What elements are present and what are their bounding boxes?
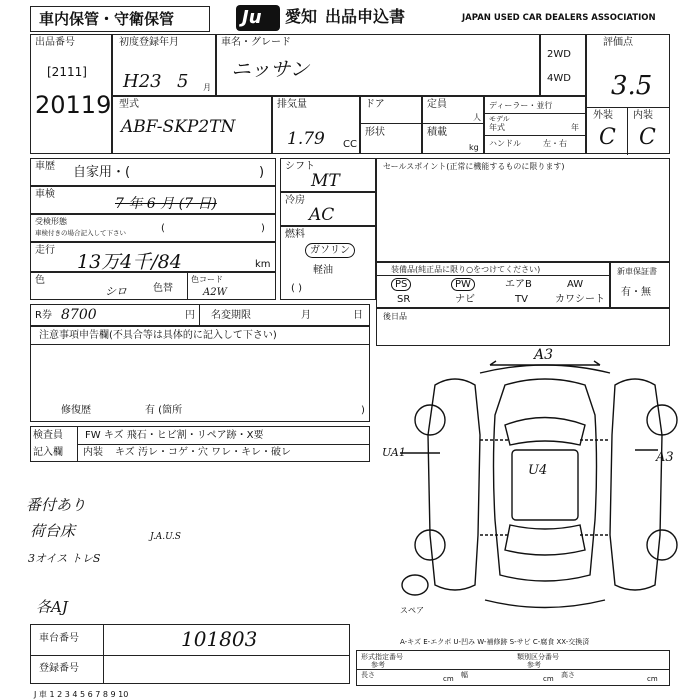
first-reg-era: H23 [123, 71, 162, 92]
inspector-row-2-label: 内装 [83, 447, 103, 458]
displacement-value: 1.79 [287, 129, 325, 149]
car-name-box [216, 34, 540, 96]
after-fit-label: 後日品 [383, 312, 407, 321]
color-label: 色 [35, 275, 45, 286]
door-label: ドア [365, 99, 385, 110]
car-windshield [505, 418, 585, 446]
dealer-year-label: 年式 [489, 123, 505, 132]
recycle-box [30, 304, 370, 326]
load-unit: kg [469, 143, 479, 152]
model-label: 型式 [119, 99, 139, 110]
rear-bumper [485, 600, 605, 608]
history-label: 車歴 [35, 161, 55, 172]
score-label: 評価点 [603, 37, 633, 48]
door-box [360, 96, 422, 154]
color-value: シロ [105, 285, 127, 298]
inspector-label-1: 検査員 [33, 430, 63, 441]
chassis-label: 車台番号 [39, 633, 79, 644]
front-bumper [480, 365, 610, 373]
color-change-label: 色替 [153, 283, 173, 294]
recycle-value: 8700 [61, 307, 97, 323]
recycle-unit: 円 [185, 310, 195, 321]
equip-ps: PS [391, 278, 411, 291]
car-diagram [400, 345, 690, 625]
diagram-right-mark: A3 [656, 450, 674, 465]
remark-line-2: 荷台床 [30, 522, 76, 540]
car-name-label: 車名・グレード [221, 37, 291, 48]
dims-box [356, 650, 670, 686]
inspection-value: 7 年 6 月 (7 日) [115, 196, 217, 212]
equip-airbag: エアB [505, 279, 532, 290]
inspection-box [30, 186, 276, 214]
inspection-label: 車検 [35, 189, 55, 200]
shift-box [280, 158, 376, 192]
equip-pw: PW [451, 278, 475, 291]
score-interior-label: 内装 [633, 110, 653, 121]
equip-navi: ナビ [455, 294, 475, 305]
dims-reg-label: 形式指定番号 [361, 653, 403, 661]
repair-label: 修復歴 [61, 405, 91, 416]
load-label: 積載 [427, 127, 447, 138]
color-box [30, 272, 276, 300]
repair-close: ) [361, 405, 365, 416]
equip-aw: AW [567, 279, 584, 290]
dims-height-cm: cm [647, 675, 658, 683]
capacity-unit: 人 [473, 113, 481, 122]
score-interior: C [639, 125, 656, 150]
dims-class-label: 類別区分番号 [517, 653, 559, 661]
lot-code: [2111] [47, 65, 87, 79]
capacity-box [422, 96, 484, 154]
equipment-box [376, 262, 610, 308]
form-title: 出品申込書 [325, 7, 406, 26]
diagram-top-mark: A3 [534, 347, 554, 363]
repair-value: 有 (箇所 [145, 405, 183, 416]
notes-label: 注意事項申告欄(不具合等は具体的に記入して下さい) [39, 330, 277, 341]
aircon-value: AC [309, 205, 335, 225]
score-box [586, 34, 670, 154]
storage-label: 車内保管・守衛保管 [39, 10, 175, 28]
bottom-strip: J 車 1 2 3 4 5 6 7 8 9 10 [34, 690, 129, 699]
received-label: 受検形態 [35, 217, 67, 226]
lot-box [30, 34, 112, 154]
history-value: 自家用・( [73, 165, 131, 180]
lot-label: 出品番号 [35, 37, 75, 48]
spare-tire-icon [402, 575, 428, 595]
ju-logo [236, 5, 280, 31]
after-fit-box [376, 308, 670, 346]
chassis-box [30, 624, 350, 684]
warranty-label: 新車保証書 [617, 267, 657, 276]
drive-2wd: 2WD [547, 49, 571, 60]
dims-width: 幅 [461, 671, 468, 679]
warranty-options: 有・無 [621, 287, 651, 298]
dims-length-cm: cm [443, 675, 454, 683]
mileage-value: 13万4千/84 [77, 251, 182, 273]
inspector-row-2: キズ 汚レ・コゲ・穴 ワレ・キレ・破レ [115, 447, 292, 458]
drive-box [540, 34, 586, 96]
model-box [112, 96, 272, 154]
received-box [30, 214, 276, 242]
equip-tv: TV [515, 294, 528, 305]
first-reg-label: 初度登録年月 [119, 37, 179, 48]
score-exterior-label: 外装 [593, 110, 613, 121]
shape-label: 形状 [365, 127, 385, 138]
aircon-label: 冷房 [285, 195, 305, 206]
dims-length: 長さ [361, 671, 375, 679]
score-value: 3.5 [611, 71, 653, 101]
warranty-box [610, 262, 670, 308]
received-paren-open: ( [161, 223, 165, 234]
name-change-day: 日 [353, 310, 363, 321]
score-exterior: C [599, 125, 616, 150]
equip-seat: カワシート [555, 294, 605, 305]
registration-label: 登録番号 [39, 663, 79, 674]
car-rear-window [505, 525, 585, 555]
displacement-unit: CC [343, 139, 357, 150]
dims-class-ref: 参考 [527, 661, 541, 669]
sales-point-label: セールスポイント(正常に機能するものに限ります) [383, 162, 565, 171]
first-reg-month: 5 [177, 71, 189, 92]
equipment-title: 装備品(純正品に限り○をつけてください) [391, 265, 541, 274]
inspector-row-1: FW キズ 飛石・ヒビ割・リペア跡・X要 [85, 430, 264, 441]
ju-logo-text: Ju [242, 7, 262, 28]
handle-opts: 左・右 [543, 139, 567, 148]
remark-line-3b: J.A.U.S [150, 532, 181, 542]
recycle-label: R券 [35, 310, 52, 321]
model-value: ABF-SKP2TN [121, 117, 236, 137]
mileage-box [30, 242, 276, 272]
remark-line-3: 3オイス トレS [28, 552, 101, 565]
diagram-center-mark: U4 [528, 463, 548, 478]
equip-sr: SR [397, 294, 411, 305]
mileage-label: 走行 [35, 245, 55, 256]
dealer-year-unit: 年 [571, 123, 579, 132]
dims-reg-ref: 参考 [371, 661, 385, 669]
dims-width-cm: cm [543, 675, 554, 683]
diagram-left-mark: UA1 [382, 446, 406, 459]
fuel-box [280, 226, 376, 300]
remark-line-4: 各AJ [36, 598, 68, 616]
english-title: JAPAN USED CAR DEALERS ASSOCIATION [462, 13, 656, 23]
wheel-rear-right [647, 530, 677, 560]
color-code-label: 色コード [191, 275, 223, 284]
displacement-box [272, 96, 360, 154]
handle-label: ハンドル [489, 139, 521, 148]
shift-label: シフト [285, 161, 315, 172]
dims-height: 高さ [561, 671, 575, 679]
drive-4wd: 4WD [547, 73, 571, 84]
first-reg-box [112, 34, 216, 96]
mileage-unit: km [255, 259, 271, 270]
name-change-label: 名変期限 [211, 310, 251, 321]
lot-number: 20119 [35, 91, 112, 119]
storage-label-box [30, 6, 210, 32]
dealer-model-label: モデル [489, 115, 510, 123]
sales-point-box [376, 158, 670, 262]
chassis-value: 101803 [181, 627, 258, 651]
inspector-label-2: 記入欄 [33, 447, 63, 458]
received-note: 車検付きの場合記入して下さい [35, 229, 126, 237]
dealer-parallel: ディーラー・並行 [489, 101, 553, 110]
history-close: ) [259, 165, 265, 180]
spare-label: スペア [400, 606, 424, 615]
remark-line-1: 番付あり [26, 496, 87, 514]
fuel-paren: ( ) [291, 283, 302, 294]
shift-value: MT [311, 171, 340, 191]
notes-box [30, 326, 370, 422]
fuel-diesel: 軽油 [313, 265, 333, 276]
capacity-label: 定員 [427, 99, 447, 110]
car-name-value: ニッサン [231, 57, 310, 81]
color-code: A2W [203, 287, 227, 298]
inspector-box [30, 426, 370, 462]
fuel-label: 燃料 [285, 229, 305, 240]
org-name: 愛知 [285, 7, 318, 26]
history-box [30, 158, 276, 186]
dealer-box [484, 96, 586, 154]
displacement-label: 排気量 [277, 99, 307, 110]
car-roof-panel [512, 450, 578, 520]
received-paren-close: ) [261, 223, 265, 234]
name-change-month: 月 [301, 310, 311, 321]
first-reg-month-unit: 月 [203, 83, 211, 92]
fuel-gasoline: ガソリン [305, 243, 355, 258]
aircon-box [280, 192, 376, 226]
damage-legend: A-キズ E-エクボ U-凹み W-補修跡 S-サビ C-腐食 XX-交換済 [400, 638, 590, 646]
